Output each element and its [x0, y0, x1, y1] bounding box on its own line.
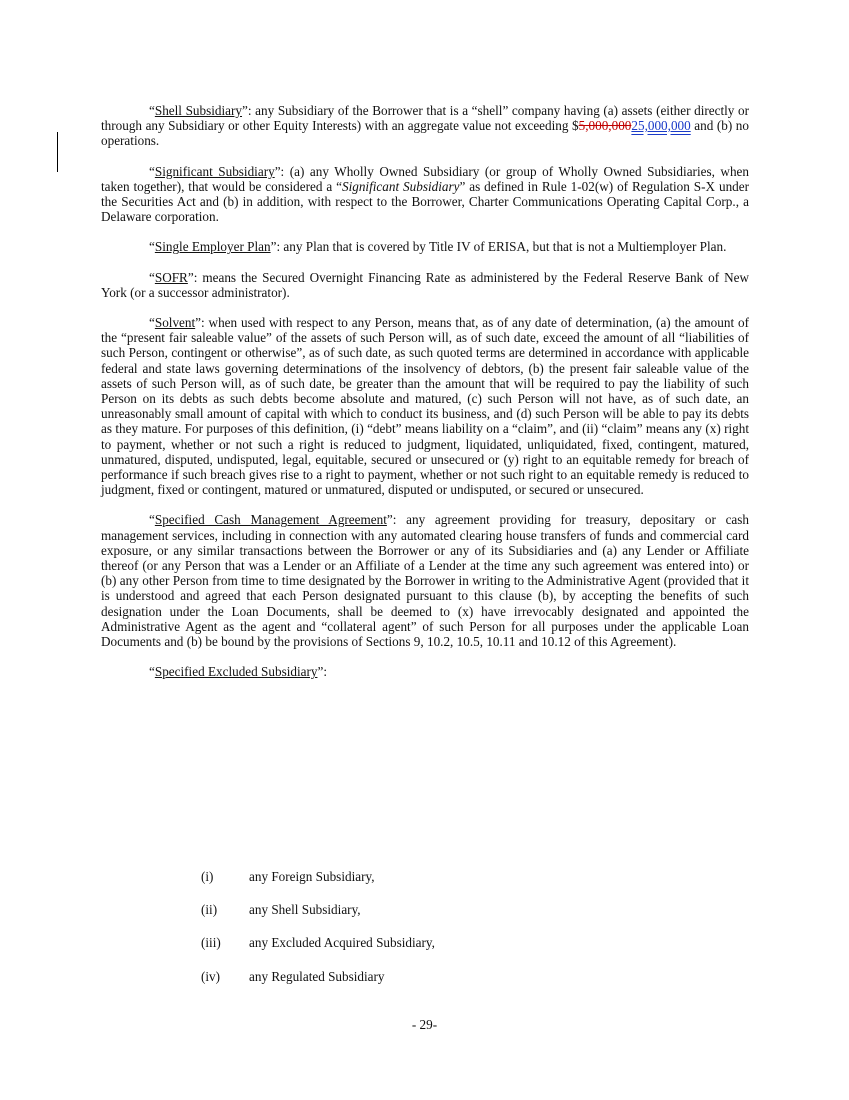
- revision-change-bar: [57, 132, 58, 172]
- italic-term: Significant Subsidiary: [341, 178, 460, 194]
- defined-term: Solvent: [154, 315, 196, 331]
- list-item: [101, 969, 749, 984]
- list-item: [101, 935, 749, 950]
- defined-term: Specified Cash Management Agreement: [154, 512, 387, 528]
- definition-significant-subsidiary: “Significant Subsidiary”: (a) any Wholly Owned Subsidiary (or group of Wholly Owned Subsidiaries, when taken together), that would be considered a “Significant Subsidiary” as defined in Rule 1-02(w) of Regulation S-X under the Securities Act and (b) in addition, with respect to the Borrower, Charter Communications Operating Capital Corp., a Delaware corporation.: [101, 163, 750, 225]
- list-item-number: (iv): [201, 968, 221, 984]
- definition-shell-subsidiary: “Shell Subsidiary”: any Subsidiary of the Borrower that is a “shell” company having (a) assets (either directly or through any Subsidiary or other Equity Interests) with an aggregate value not exceeding $5,000,00025,000,000 and (b) no operations.: [101, 103, 749, 149]
- definition-sofr: “SOFR”: means the Secured Overnight Financing Rate as administered by the Federal Reserve Bank of New York (or a successor administrator).: [101, 269, 749, 300]
- inserted-text: 25,000,000: [631, 118, 691, 134]
- definition-specified-cash-management-agreement: “Specified Cash Management Agreement”: any agreement providing for treasury, depositary or cash management services, including in connection with any automated clearing house transfers of funds and commercial card exposure, or any similar transactions between the Borrower or any of its Subsidiaries and (a) any Lender or Affiliate thereof (or any Person that was a Lender or an Affiliate of a Lender at the time any such agreement was entered into) or (b) any other Person from time to time designated by the Borrower in writing to the Administrative Agent (provided that it is understood and agreed that each Person designated pursuant to this clause (b), by accepting the benefits of such designation under the Loan Documents, shall be deemed to (x) have irrevocably designated and appointed the Administrative Agent as the agent and “collateral agent” of such Person for all purposes under the applicable Loan Documents and (b) be bound by the provisions of Sections 9, 10.2, 10.5, 10.11 and 10.12 of this Agreement).: [101, 512, 749, 650]
- list-item-text: any Excluded Acquired Subsidiary,: [249, 935, 435, 951]
- definitions-column: [101, 103, 749, 680]
- definition-specified-excluded-subsidiary: “Specified Excluded Subsidiary”:: [149, 664, 327, 680]
- excluded-subsidiary-list: [101, 869, 749, 1002]
- list-item-number: (iii): [201, 935, 221, 951]
- list-item-number: (i): [201, 869, 214, 884]
- page-number: - 29-: [411, 1017, 438, 1032]
- list-item-text: any Shell Subsidiary,: [249, 902, 361, 918]
- deleted-text: 5,000,000: [578, 118, 632, 134]
- defined-term: Single Employer Plan: [154, 239, 271, 255]
- list-item: [101, 902, 749, 917]
- list-item-text: any Foreign Subsidiary,: [249, 869, 375, 884]
- defined-term: Shell Subsidiary: [154, 103, 243, 118]
- defined-term: Specified Excluded Subsidiary: [154, 664, 318, 680]
- definition-single-employer-plan: “Single Employer Plan”: any Plan that is covered by Title IV of ERISA, but that is not a Multiemployer Plan.: [149, 239, 727, 255]
- defined-term: Significant Subsidiary: [154, 163, 275, 179]
- definition-solvent: “Solvent”: when used with respect to any Person, means that, as of any date of determination, (a) the amount of the “present fair saleable value” of the assets of such Person will, as of such date, exceed the amount of all “liabilities of such Person, contingent or otherwise”, as of such date, as such quoted terms are determined in accordance with applicable federal and state laws governing determinations of the insolvency of debtors, (b) the present fair saleable value of the assets of such Person will, as of such date, be greater than the amount that will be required to pay the liability of such Person on its debts as such debts become absolute and matured, (c) such Person will not have, as of such date, an unreasonably small amount of capital with which to conduct its business, and (d) such Person will be able to pay its debts as they mature. For purposes of this definition, (i) “debt” means liability on a “claim”, and (ii) “claim” means any (x) right to payment, whether or not such a right is reduced to judgment, liquidated, unliquidated, fixed, contingent, matured, unmatured, disputed, undisputed, legal, equitable, secured or unsecured or (y) right to an equitable remedy for breach of performance if such breach gives rise to a right to payment, whether or not such right to an equitable remedy is reduced to judgment, fixed or contingent, matured or unmatured, disputed or undisputed, or secured or unsecured.: [101, 315, 749, 498]
- list-item-number: (ii): [201, 902, 218, 918]
- defined-term: SOFR: [154, 269, 188, 285]
- list-item: [101, 869, 749, 884]
- list-item-text: any Regulated Subsidiary: [249, 968, 385, 984]
